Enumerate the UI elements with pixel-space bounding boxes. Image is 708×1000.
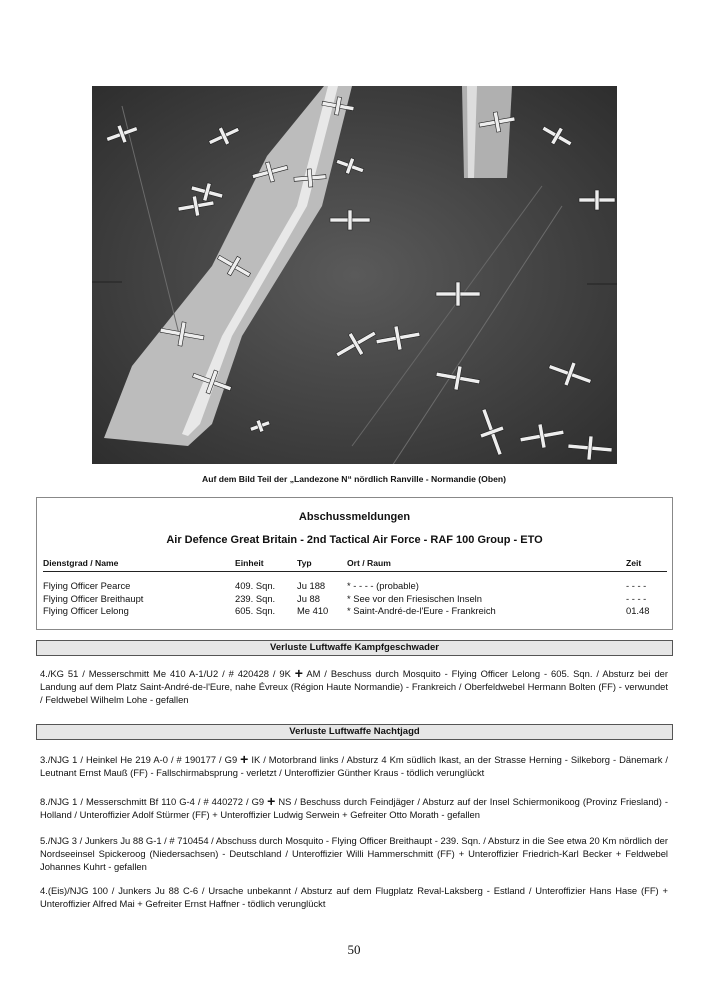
section-header-kampfgeschwader: Verluste Luftwaffe Kampfgeschwader (36, 640, 673, 656)
loss-entry-text: IK / Motorbrand links / Absturz 4 Km südlich Ikast, an der Strasse Herning - Silkeborg - Dänemark / Leutnant Ernst Mauß (FF) - Fallschirmabsprung - verletzt / Unteroffizier Günther Kraus - tödlich verunglückt (40, 754, 668, 778)
claim-place: * - - - - (probable) (347, 580, 419, 591)
loss-cross-symbol: + (240, 751, 249, 767)
claim-time: 01.48 (626, 605, 650, 616)
loss-entry (40, 753, 668, 779)
aerial-photo (92, 86, 617, 464)
loss-entry (40, 667, 668, 706)
claim-type: Me 410 (297, 605, 329, 616)
claims-subtitle: Air Defence Great Britain - 2nd Tactical Air Force - RAF 100 Group - ETO (166, 534, 543, 546)
claim-row (43, 605, 667, 618)
loss-entry-text: NS / Beschuss durch Feindjäger / Absturz auf der Insel Schiermonikoog (Provinz Friesland) - Holland / Unteroffizier Adolf Stürmer (FF) + Unteroffizier Ludwig Serwein + Gefreiter Otto Morath - gefallen (40, 796, 669, 820)
column-header-unit: Einheit (235, 558, 264, 568)
claims-column-headers (43, 558, 667, 572)
claim-unit: 239. Sqn. (235, 592, 276, 604)
claims-rows (43, 580, 667, 618)
loss-entry-text: 4.(Eis)/NJG 100 / Junkers Ju 88 C-6 / Ursache unbekannt / Absturz auf dem Flugplatz Reval-Laksberg - Estland / Unteroffizier Hans Hase (FF) + Unteroffizier Alfred Mai + Gefreiter Ernst Haffner - tödlich verunglückt (40, 885, 668, 909)
claims-box (36, 497, 673, 630)
section-header-nachtjagd: Verluste Luftwaffe Nachtjagd (36, 724, 673, 740)
claims-title: Abschussmeldungen (298, 511, 411, 523)
claim-row (43, 580, 667, 593)
claim-type: Ju 188 (297, 580, 326, 591)
loss-entry-text: 8./NJG 1 / Messerschmitt Bf 110 G-4 / # 440272 / G9 (40, 796, 265, 807)
loss-entry (40, 834, 668, 873)
claim-type: Ju 88 (297, 592, 320, 604)
photo-caption: Auf dem Bild Teil der „Landezone N“ nördlich Ranville - Normandie (Oben) (202, 474, 506, 484)
column-header-time: Zeit (626, 558, 642, 568)
page-number: 50 (347, 942, 361, 957)
loss-entry (40, 795, 668, 821)
loss-entry (40, 884, 668, 910)
claim-time: - - - - (626, 580, 647, 591)
loss-entry-text: 5./NJG 3 / Junkers Ju 88 G-1 / # 710454 / Abschuss durch Mosquito - Flying Officer Breithaupt - 239. Sqn. / Absturz in die See etwa 20 Km nördlich der Nordseeinsel Spickeroog (Niedersachsen) - Deutschland / Unteroffizier Willi Hammerschmitt (FF) + Unteroffizier Friedrich-Karl Becker + Feldwebel Johannes Kuhrt - gefallen (40, 835, 668, 872)
claim-time: - - - - (626, 592, 647, 604)
claim-rank-name: Flying Officer Breithaupt (43, 592, 144, 604)
claim-rank-name: Flying Officer Pearce (43, 580, 131, 591)
column-header-type: Typ (297, 558, 312, 568)
claim-rank-name: Flying Officer Lelong (43, 605, 129, 616)
loss-entry-text: 3./NJG 1 / Heinkel He 219 A-0 / # 190177 / G9 (40, 754, 238, 765)
column-header-rank-name: Dienstgrad / Name (43, 558, 119, 568)
claim-place: * See vor den Friesischen Inseln (347, 592, 482, 604)
loss-entry-text: 4./KG 51 / Messerschmitt Me 410 A-1/U2 / # 420428 / 9K (40, 668, 291, 679)
claim-unit: 409. Sqn. (235, 580, 276, 591)
loss-cross-symbol: + (294, 665, 303, 681)
column-header-place: Ort / Raum (347, 558, 391, 568)
claim-unit: 605. Sqn. (235, 605, 276, 616)
aerial-photo-drawing (92, 86, 617, 464)
loss-cross-symbol: + (267, 793, 276, 809)
loss-entry-text: AM / Beschuss durch Mosquito - Flying Officer Lelong - 605. Sqn. / Absturz bei der Landung auf dem Platz Saint-André-de-l'Eure, nahe Évreux (Région Haute Normandie) - Frankreich / Oberfeldwebel Hermann Bolten (FF) - verwundet / Feldwebel Wilhelm Lohe - gefallen (40, 668, 668, 705)
claim-row (43, 593, 667, 606)
claim-place: * Saint-André-de-l'Eure - Frankreich (347, 605, 496, 616)
